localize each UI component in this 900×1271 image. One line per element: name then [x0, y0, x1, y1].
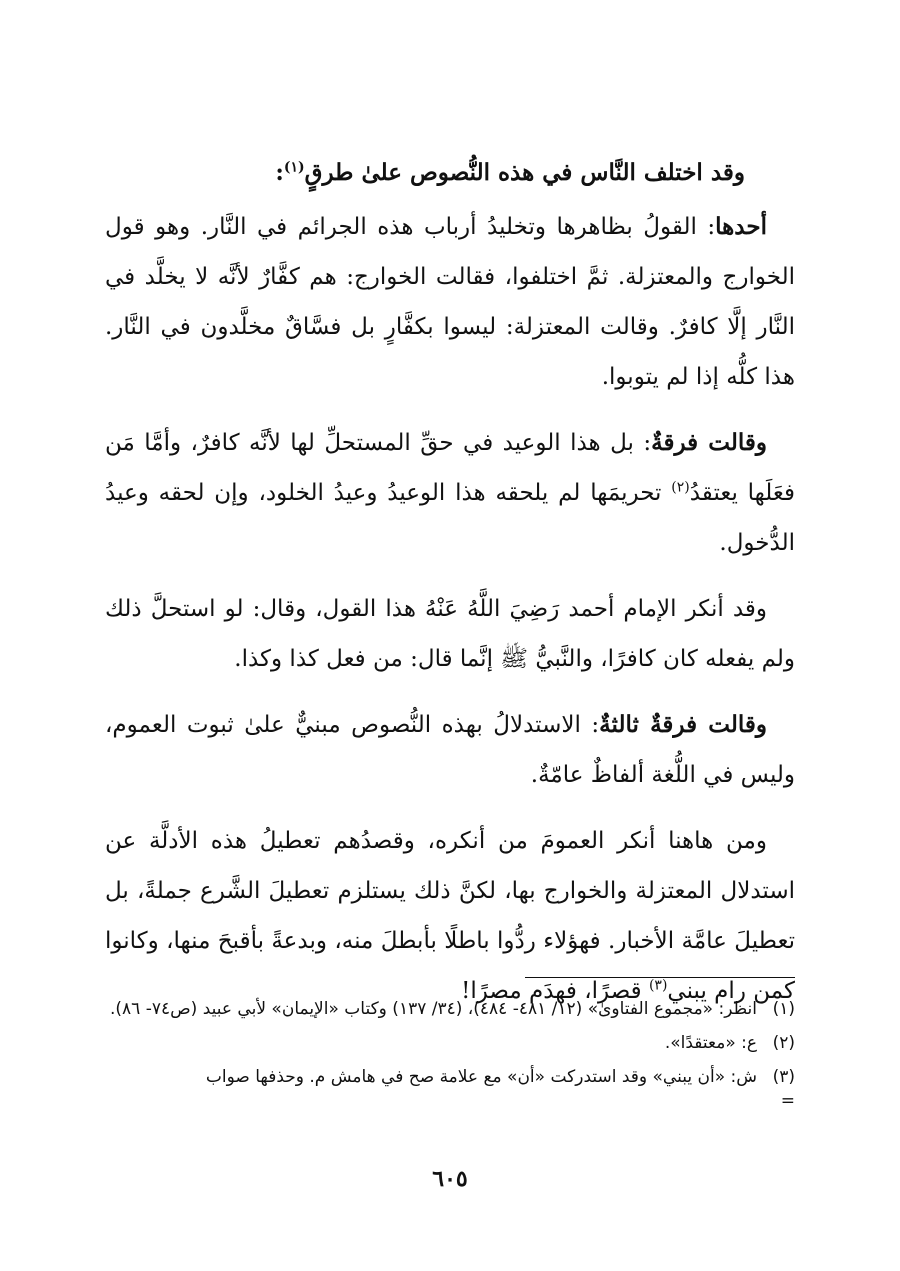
- footnote-3-number: (٣): [772, 1067, 795, 1087]
- paragraph-2-text-a: : بل هذا الوعيد في حقِّ المستحلِّ لها لأنَّه كافرٌ، وأمَّا مَن فعَلَها يعتقدُ: [105, 430, 795, 506]
- section-heading: [105, 148, 795, 198]
- footnote-ref-2: (٢): [671, 479, 690, 496]
- footnote-1: [105, 992, 795, 1026]
- paragraph-3-text: وقد أنكر الإمام أحمد رَضِيَ اللَّهُ عَنْهُ هذا القول، وقال: لو استحلَّ ذلك ولم يفعله كان كافرًا، والنَّبيُّ ﷺ إنَّما قال: من فعل كذا وكذا.: [105, 596, 795, 672]
- paragraph-1-lead: أحدها: [715, 213, 767, 240]
- paragraph-1-text: : القولُ بظاهرها وتخليدُ أرباب هذه الجرائم في النَّار. وهو قول الخوارج والمعتزلة. ثمَّ اختلفوا، فقالت الخوارج: هم كفَّارٌ لأنَّه لا يخلَّد في النَّار إلَّا كافرٌ. وقالت المعتزلة: ليسوا بكفَّارٍ بل فسَّاقٌ مخلَّدون في النَّار. هذا كلُّه إذا لم يتوبوا.: [105, 214, 795, 390]
- paragraph-4: [105, 700, 795, 800]
- footnote-divider: [525, 977, 795, 978]
- page-number: ٦٠٥: [432, 1166, 468, 1192]
- footnote-2-number: (٢): [772, 1033, 795, 1053]
- footnote-continuation-mark: =: [780, 1091, 795, 1111]
- main-text: [105, 148, 795, 1032]
- footnotes: [105, 992, 795, 1111]
- footnote-3-text: ش: «أن يبني» وقد استدركت «أن» مع علامة صح في هامش م. وحذفها صواب: [205, 1067, 757, 1087]
- footnote-3: [105, 1060, 795, 1094]
- paragraph-2: [105, 418, 795, 568]
- paragraph-4-lead: وقالت فرقةٌ ثالثةٌ: [599, 711, 767, 738]
- paragraph-2-text-b: تحريمَها لم يلحقه هذا الوعيدُ وعيدُ الخلود، وإن لحقه وعيدُ الدُّخول.: [105, 480, 795, 556]
- heading-text: وقد اختلف النَّاس في هذه النُّصوص علىٰ طرقٍ: [304, 159, 745, 186]
- heading-colon: :: [275, 159, 284, 186]
- footnote-ref-3: (٣): [648, 977, 668, 994]
- footnote-ref-1: (١): [283, 159, 305, 176]
- footnote-2-text: ع: «معتقدًا».: [664, 1033, 757, 1053]
- paragraph-2-lead: وقالت فرقةٌ: [651, 429, 767, 456]
- footnote-2: [105, 1026, 795, 1060]
- paragraph-1: [105, 202, 795, 402]
- paragraph-5-text-b: قصرًا، فهدَم مصرًا!: [461, 978, 649, 1004]
- footnote-1-number: (١): [772, 999, 795, 1019]
- paragraph-3: [105, 584, 795, 684]
- paragraph-5-text-a: ومن هاهنا أنكر العمومَ من أنكره، وقصدُهم تعطيلُ هذه الأدلَّة عن استدلال المعتزلة والخوارج بها، لكنَّ ذلك يستلزم تعطيلَ الشَّرع جملةً، بل تعطيلَ عامَّة الأخبار. فهؤلاء ردُّوا باطلًا بأبطلَ منه، وبدعةً بأقبحَ منها، وكانوا كمن رام يبني: [105, 828, 795, 1004]
- footnote-1-text: انظر: «مجموع الفتاوىٰ» (١٢/ ٤٨١- ٤٨٤)، (٣٤/ ١٣٧) وكتاب «الإيمان» لأبي عبيد (ص٧٤- ٨٦).: [109, 999, 757, 1019]
- paragraph-5: [105, 816, 795, 1016]
- paragraph-4-text: : الاستدلالُ بهذه النُّصوص مبنيٌّ علىٰ ثبوت العموم، وليس في اللُّغة ألفاظٌ عامّةٌ.: [105, 712, 795, 788]
